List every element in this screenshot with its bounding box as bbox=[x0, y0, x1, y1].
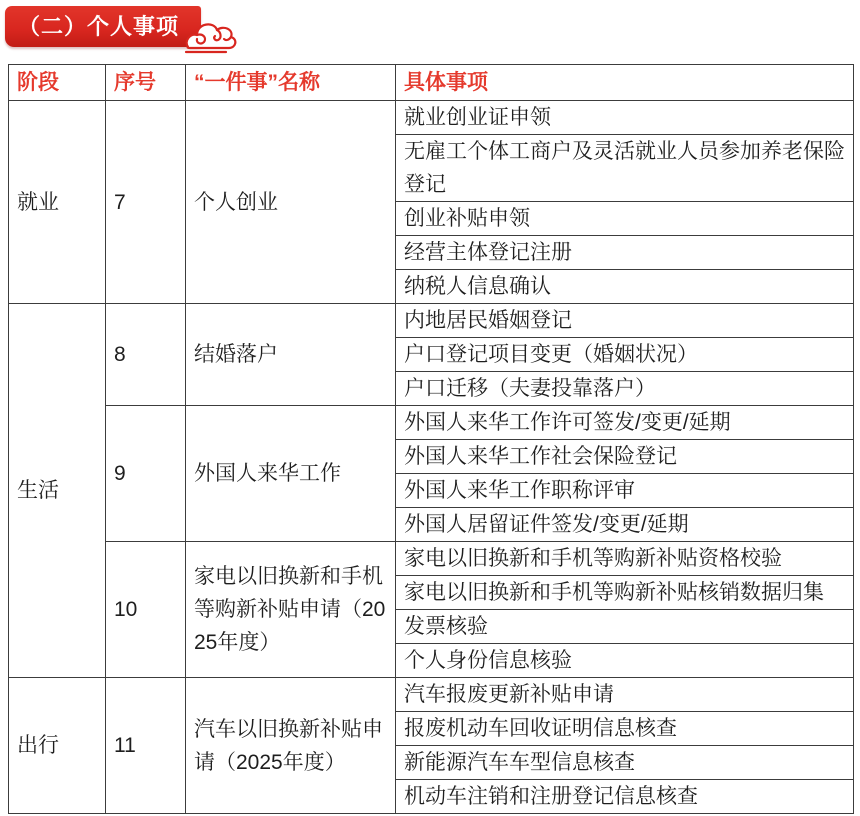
table-row bbox=[9, 304, 854, 338]
item-number: 10 bbox=[106, 542, 186, 678]
header-stage: 阶段 bbox=[9, 65, 106, 101]
personal-matters-table bbox=[8, 64, 854, 814]
matter-name: 个人创业 bbox=[186, 101, 396, 304]
stage-cell: 生活 bbox=[9, 304, 106, 678]
task-item: 机动车注销和注册登记信息核查 bbox=[396, 780, 854, 814]
header-row bbox=[9, 65, 854, 101]
matter-name: 外国人来华工作 bbox=[186, 406, 396, 542]
task-item: 家电以旧换新和手机等购新补贴核销数据归集 bbox=[396, 576, 854, 610]
task-item: 外国人来华工作职称评审 bbox=[396, 474, 854, 508]
stage-cell: 出行 bbox=[9, 678, 106, 814]
task-item: 纳税人信息确认 bbox=[396, 270, 854, 304]
task-item: 经营主体登记注册 bbox=[396, 236, 854, 270]
task-item: 外国人居留证件签发/变更/延期 bbox=[396, 508, 854, 542]
task-item: 外国人来华工作许可签发/变更/延期 bbox=[396, 406, 854, 440]
matter-name: 汽车以旧换新补贴申请（2025年度） bbox=[186, 678, 396, 814]
task-item: 创业补贴申领 bbox=[396, 202, 854, 236]
header-specific-items: 具体事项 bbox=[396, 65, 854, 101]
task-item: 新能源汽车车型信息核查 bbox=[396, 746, 854, 780]
task-item: 户口迁移（夫妻投靠落户） bbox=[396, 372, 854, 406]
matter-name: 结婚落户 bbox=[186, 304, 396, 406]
task-item: 汽车报废更新补贴申请 bbox=[396, 678, 854, 712]
header-number: 序号 bbox=[106, 65, 186, 101]
item-number: 8 bbox=[106, 304, 186, 406]
table-row bbox=[9, 406, 854, 440]
section-title: （二）个人事项 bbox=[18, 14, 180, 39]
task-item: 就业创业证申领 bbox=[396, 101, 854, 135]
task-item: 发票核验 bbox=[396, 610, 854, 644]
stage-cell: 就业 bbox=[9, 101, 106, 304]
task-item: 内地居民婚姻登记 bbox=[396, 304, 854, 338]
task-item: 户口登记项目变更（婚姻状况） bbox=[396, 338, 854, 372]
header-matter-name: “一件事”名称 bbox=[186, 65, 396, 101]
item-number: 7 bbox=[106, 101, 186, 304]
task-item: 无雇工个体工商户及灵活就业人员参加养老保险登记 bbox=[396, 135, 854, 202]
item-number: 9 bbox=[106, 406, 186, 542]
task-item: 家电以旧换新和手机等购新补贴资格校验 bbox=[396, 542, 854, 576]
item-number: 11 bbox=[106, 678, 186, 814]
auspicious-cloud-icon bbox=[184, 13, 240, 55]
section-banner bbox=[5, 6, 201, 47]
table-row bbox=[9, 542, 854, 576]
task-item: 外国人来华工作社会保险登记 bbox=[396, 440, 854, 474]
table-row bbox=[9, 678, 854, 712]
matter-name: 家电以旧换新和手机等购新补贴申请（2025年度） bbox=[186, 542, 396, 678]
table-row bbox=[9, 101, 854, 135]
task-item: 报废机动车回收证明信息核查 bbox=[396, 712, 854, 746]
task-item: 个人身份信息核验 bbox=[396, 644, 854, 678]
